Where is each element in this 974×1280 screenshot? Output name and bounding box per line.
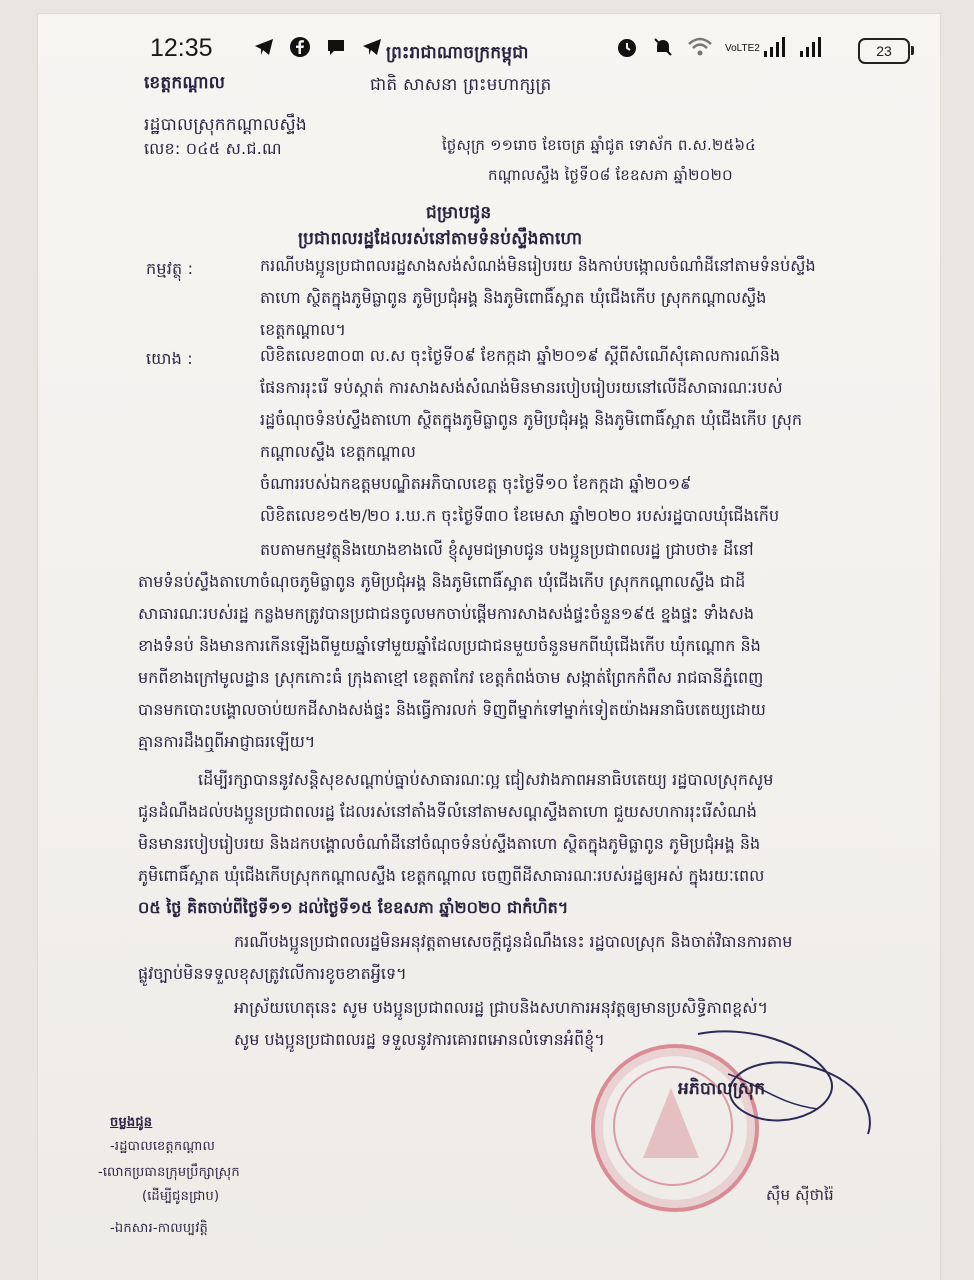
body-line: ករណីបងប្អូនប្រជាពលរដ្ឋមិនអនុវត្តតាមសេចក្ដីជូនដំណឹងនេះ រដ្ឋបាលស្រុក និងចាត់វិធានការតាម xyxy=(234,932,793,951)
kingdom-line: ព្រះរាជាណាចក្រកម្ពុជា xyxy=(386,43,529,63)
reference-label: យោង : xyxy=(146,349,193,368)
reference-line: ចំណាររបស់ឯកឧត្ដមបណ្ឌិតអភិបាលខេត្ត ចុះថ្ងៃទី១០ ខែកក្កដា ឆ្នាំ២០១៩ xyxy=(260,474,692,493)
body-line: មកពីខាងក្រៅមូលដ្ឋាន ស្រុកកោះធំ ក្រុងតាខ្មៅ ខេត្តតាកែវ ខេត្តកំពង់ចាម សង្កាត់ព្រែកកំពឹស រាជធានីភ្នំពេញ xyxy=(138,668,764,687)
body-paragraph-1 xyxy=(138,534,898,758)
cc-title: ចម្លងជូន xyxy=(110,1115,153,1130)
facebook-icon xyxy=(289,36,311,58)
battery-level: 23 xyxy=(876,43,892,59)
closing-line: សូម បងប្អូនប្រជាពលរដ្ឋ ទទួលនូវការគោរពអោនលំទោនអំពីខ្ញុំ។ xyxy=(234,1030,605,1049)
subject-label: កម្មវត្ថុ : xyxy=(146,259,194,278)
telegram-icon xyxy=(253,36,275,58)
body-line: ផ្លូវច្បាប់មិនទទួលខុសត្រូវលើការខូចខាតអ្វីទេ។ xyxy=(138,964,407,983)
status-bar xyxy=(0,0,974,80)
cc-item: -រដ្ឋបាលខេត្តកណ្ដាល xyxy=(110,1139,216,1154)
signatory-title: អភិបាលស្រុក xyxy=(678,1079,766,1099)
recipient: ប្រជាពលរដ្ឋដែលរស់នៅតាមទំនប់ស្ទឹងតាហោ xyxy=(298,229,583,249)
subject-line: ខេត្តកណ្ដាល។ xyxy=(260,320,346,339)
body-line: គ្មានការដឹងឮពីអាជ្ញាធរឡើយ។ xyxy=(138,732,316,751)
body-line: បានមកបោះបង្គោលចាប់យកដីសាងសង់ផ្ទះ និងធ្វើការលក់ ទិញពីម្នាក់ទៅម្នាក់ទៀតយ៉ាងអនាធិបតេយ្យដោយ xyxy=(138,700,766,719)
body-line: មិនមានរបៀបរៀបរយ និងដកបង្គោលចំណាំដីនៅចំណុចទំនប់ស្ទឹងតាហោ ស្ថិតក្នុងភូមិធ្លាពូន ភូមិប្រជុំអង្គ និង xyxy=(138,834,761,853)
body-line: ភូមិពោធិ៍ស្អាត ឃុំជើងកើបស្រុកកណ្ដាលស្ទឹង ខេត្តកណ្ដាល ចេញពីដីសាធារណៈរបស់រដ្ឋឲ្យអស់ ក្នុងរយៈពេល xyxy=(138,866,765,885)
system-icons xyxy=(615,35,823,63)
body-line: សាធារណៈរបស់រដ្ឋ កន្លងមកត្រូវបានប្រជាជនចូលមកចាប់ផ្ដើមការសាងសង់ផ្ទះចំនួន១៩៥ ខ្នងផ្ទះ ទាំងសង xyxy=(138,604,754,623)
motto: ជាតិ សាសនា ព្រះមហាក្សត្រ xyxy=(370,75,552,95)
cc-item: -លោកប្រធានក្រុមប្រឹក្សាស្រុក xyxy=(98,1165,240,1180)
reference-line: ផែនការរុះរើ ទប់ស្កាត់ ការសាងសង់សំណង់មិនមានរបៀបរៀបរយនៅលើដីសាធារណៈរបស់ xyxy=(260,378,783,397)
notification-icons xyxy=(253,36,383,58)
solar-date: កណ្ដាលស្ទឹង ថ្ងៃទី០៨ ខែឧសភា ឆ្នាំ២០២០ xyxy=(488,166,733,184)
deadline-line: ០៥ ថ្ងៃ គិតចាប់ពីថ្ងៃទី១១ ដល់ថ្ងៃទី១៥ ខែឧសភា ឆ្នាំ២០២០ ជាកំហិត។ xyxy=(138,898,569,917)
province-name: ខេត្តកណ្ដាល xyxy=(144,73,226,93)
subject-line: ករណីបងប្អូនប្រជាពលរដ្ឋសាងសង់សំណង់មិនរៀបរយ និងកាប់បង្កោលចំណាំដីនៅតាមទំនប់ស្ទឹង xyxy=(260,256,816,275)
reference-number: លេខ: ០៤៥ ស.ជ.ណ xyxy=(144,139,282,158)
status-time: 12:35 xyxy=(150,34,213,62)
network-label: VoLTE2 xyxy=(725,43,760,54)
body-line: ខាងទំនប់ និងមានការកើនឡើងពីមួយឆ្នាំទៅមួយឆ្នាំដែលប្រជាជនមួយចំនួនមកពីឃុំជើងកើប ឃុំកណ្ដោក និង xyxy=(138,636,761,655)
signatory-name: ស៊ឹម ស៊ីថារ៉ៃ xyxy=(766,1186,834,1204)
mute-icon xyxy=(651,35,675,63)
body-paragraph-2 xyxy=(138,764,898,924)
signal-icon xyxy=(799,36,823,62)
lunar-date: ថ្ងៃសុក្រ ១១រោច ខែចេត្រ ឆ្នាំជូត ទោស័ក ព.ស.២៥៦៤ xyxy=(442,136,756,154)
closing-line: អាស្រ័យហេតុនេះ សូម បងប្អូនប្រជាពលរដ្ឋ ជ្រាបនិងសហការអនុវត្តឲ្យមានប្រសិទ្ធិភាពខ្ពស់។ xyxy=(234,998,769,1017)
cc-item-note: (ដើម្បីជូនជ្រាប) xyxy=(142,1189,220,1204)
document-page xyxy=(38,14,940,1280)
body-line: តបតាមកម្មវត្ថុនិងយោងខាងលើ ខ្ញុំសូមជម្រាបជូន បងប្អូនប្រជាពលរដ្ឋ ជ្រាបថា៖ ដីនៅ xyxy=(260,540,754,559)
body-line: តាមទំនប់ស្ទឹងតាហោចំណុចភូមិធ្លាពូន ភូមិប្រជុំអង្គ និងភូមិពោធិ៍ស្អាត ឃុំជើងកើប ស្រុកកណ្ដាលស្ទឹង ជាដី xyxy=(138,572,746,591)
subject-line: តាហោ ស្ថិតក្នុងភូមិធ្លាពូន ភូមិប្រជុំអង្គ និងភូមិពោធិ៍ស្អាត ឃុំជើងកើប ស្រុកកណ្ដាលស្ទឹង xyxy=(260,288,767,307)
subject-text xyxy=(260,250,900,346)
battery-icon xyxy=(858,38,910,64)
reference-line: លិខិតលេខ៣០៣ ល.ស ចុះថ្ងៃទី០៩ ខែកក្កដា ឆ្នាំ២០១៩ ស្ដីពីសំណើសុំគោលការណ៍និង xyxy=(260,346,780,365)
chat-icon xyxy=(325,36,347,58)
telegram-icon xyxy=(361,36,383,58)
district-admin: រដ្ឋបាលស្រុកកណ្ដាលស្ទឹង xyxy=(144,115,307,135)
signal-icon xyxy=(763,36,787,62)
body-line: ជូនដំណឹងដល់បងប្អូនប្រជាពលរដ្ឋ ដែលរស់នៅតាំងទីលំនៅតាមសណ្ដស្ទឹងតាហោ ជួយសហការរុះរើសំណង់ xyxy=(138,802,757,821)
reference-line: កណ្ដាលស្ទឹង ខេត្តកណ្ដាល xyxy=(260,442,416,461)
body-line: ដើម្បីរក្សាបាននូវសន្តិសុខសណ្ដាប់ធ្នាប់សាធារណៈល្អ ជៀសវាងភាពអនាធិបតេយ្យ រដ្ឋបាលស្រុកសូម xyxy=(198,770,774,789)
body-paragraph-3 xyxy=(138,926,898,990)
notice-title: ជម្រាបជូន xyxy=(426,203,492,223)
wifi-icon xyxy=(687,36,713,62)
reference-text xyxy=(260,340,900,532)
alarm-icon xyxy=(615,35,639,63)
cc-item: -ឯកសារ-កាលប្បវត្តិ xyxy=(110,1221,208,1236)
reference-line: លិខិតលេខ១៥២/២០ រ.ឃ.ក ចុះថ្ងៃទី៣០ ខែមេសា ឆ្នាំ២០២០ របស់រដ្ឋបាលឃុំជើងកើប xyxy=(260,506,780,525)
reference-line: រដ្ឋចំណុចទំនប់ស្ទឹងតាហោ ស្ថិតក្នុងភូមិធ្លាពូន ភូមិប្រជុំអង្គ និងភូមិពោធិ៍ស្អាត ឃុំជើងកើប ស្រុក xyxy=(260,410,802,429)
